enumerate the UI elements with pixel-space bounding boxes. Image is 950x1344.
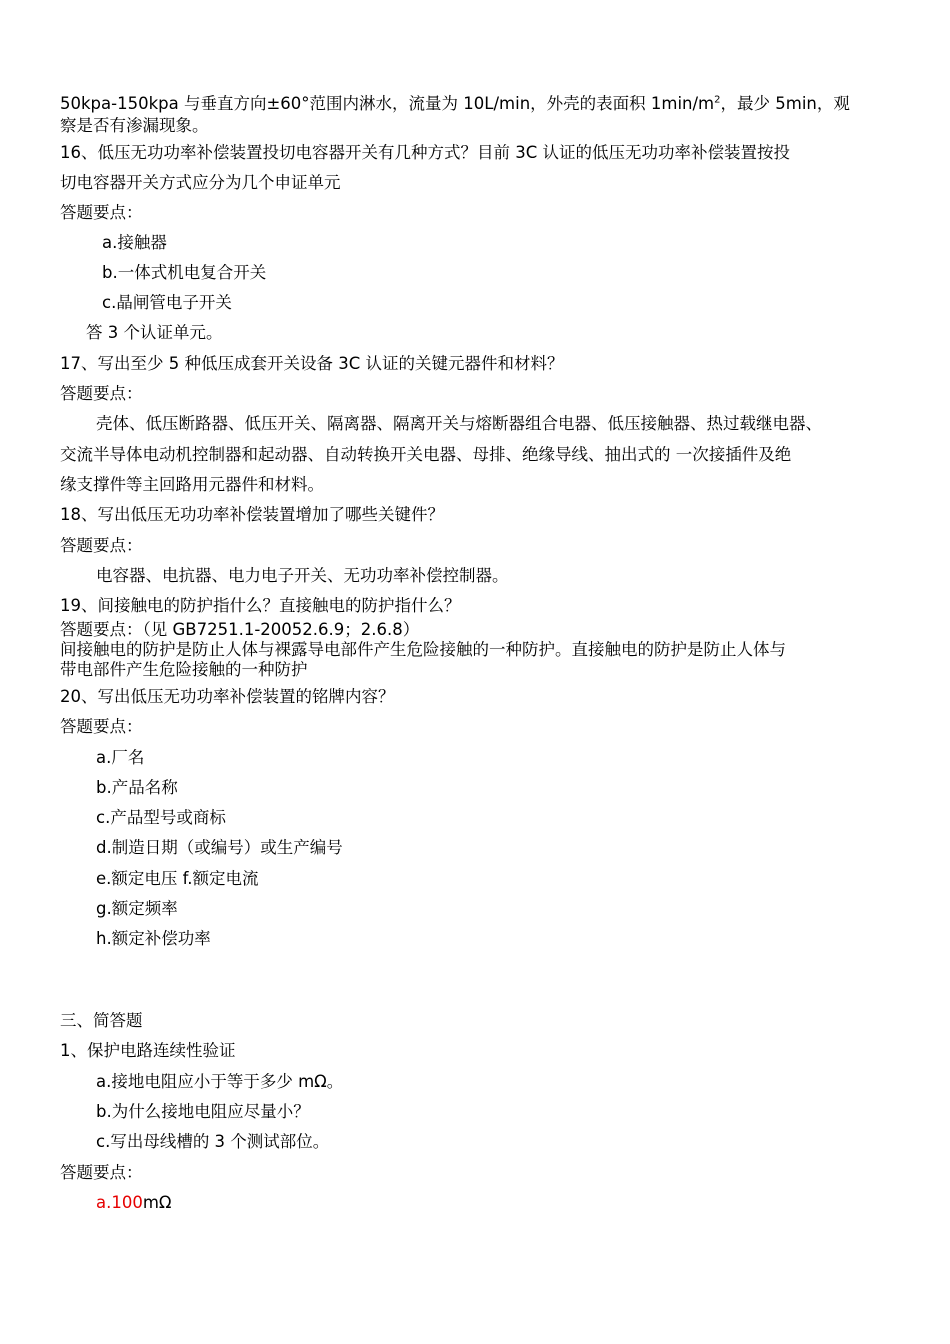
q16-answer-note: 答 3 个认证单元。 [86,323,223,342]
q18-question: 18、写出低压无功功率补偿装置增加了哪些关键件？ [60,505,444,524]
q16-question-line1: 16、低压无功功率补偿装置投切电容器开关有几种方式？目前 3C 认证的低压无功功率补偿装置按投 [60,143,791,162]
q16-option: c.晶闸管电子开关 [102,293,232,312]
q20-item: c.产品型号或商标 [96,808,226,827]
s3-answer-value: a.100 [96,1193,143,1212]
s3-answer [96,1193,172,1213]
q19-answer-line2: 带电部件产生危险接触的一种防护 [60,660,308,679]
q18-answer-label: 答题要点： [60,536,143,555]
q20-answer-label: 答题要点： [60,717,143,736]
q20-item: h.额定补偿功率 [96,929,211,948]
s3-answer-label: 答题要点： [60,1163,143,1182]
q17-answer-line: 交流半导体电动机控制器和起动器、自动转换开关电器、母排、绝缘导线、抽出式的 一次接插件及绝 [60,445,792,464]
q15-tail-line2: 察是否有渗漏现象。 [60,116,209,135]
q17-answer-label: 答题要点： [60,384,143,403]
q17-question: 17、写出至少 5 种低压成套开关设备 3C 认证的关键元器件和材料？ [60,354,564,373]
q15-tail-line1: 50kpa-150kpa 与垂直方向±60°范围内淋水，流量为 10L/min，外壳的表面积 $1\min/m^2$，最少 5min，观 [60,94,850,113]
q20-item: b.产品名称 [96,778,178,797]
q16-question-line2: 切电容器开关方式应分为几个申证单元 [60,173,341,192]
s3-q1-sub: b.为什么接地电阻应尽量小？ [96,1102,310,1121]
q20-item: a.厂名 [96,748,145,767]
q19-answer-label: 答题要点：（见 GB7251.1-20052.6.9；2.6.8） [60,620,420,639]
q20-item: e.额定电压 f.额定电流 [96,869,259,888]
q16-option: a.接触器 [102,233,167,252]
s3-answer-unit: mΩ [142,1193,172,1212]
q17-answer-line: 缘支撑件等主回路用元器件和材料。 [60,475,324,494]
s3-q1-sub: a.接地电阻应小于等于多少 mΩ。 [96,1072,344,1091]
q18-answer: 电容器、电抗器、电力电子开关、无功功率补偿控制器。 [96,566,509,585]
q19-question: 19、间接触电的防护指什么？直接触电的防护指什么？ [60,596,461,615]
q16-option: b.一体式机电复合开关 [102,263,267,282]
s3-q1-sub: c.写出母线槽的 3 个测试部位。 [96,1132,330,1151]
q20-question: 20、写出低压无功功率补偿装置的铭牌内容？ [60,687,395,706]
q19-answer-line1: 间接触电的防护是防止人体与裸露导电部件产生危险接触的一种防护。直接触电的防护是防止人体与 [60,640,786,659]
s3-q1-question: 1、保护电路连续性验证 [60,1041,236,1060]
q17-answer-line: 壳体、低压断路器、低压开关、隔离器、隔离开关与熔断器组合电器、低压接触器、热过载继电器、 [96,414,822,433]
q20-item: d.制造日期（或编号）或生产编号 [96,838,343,857]
section-heading: 三、简答题 [60,1011,143,1030]
q16-answer-label: 答题要点： [60,203,143,222]
q20-item: g.额定频率 [96,899,178,918]
